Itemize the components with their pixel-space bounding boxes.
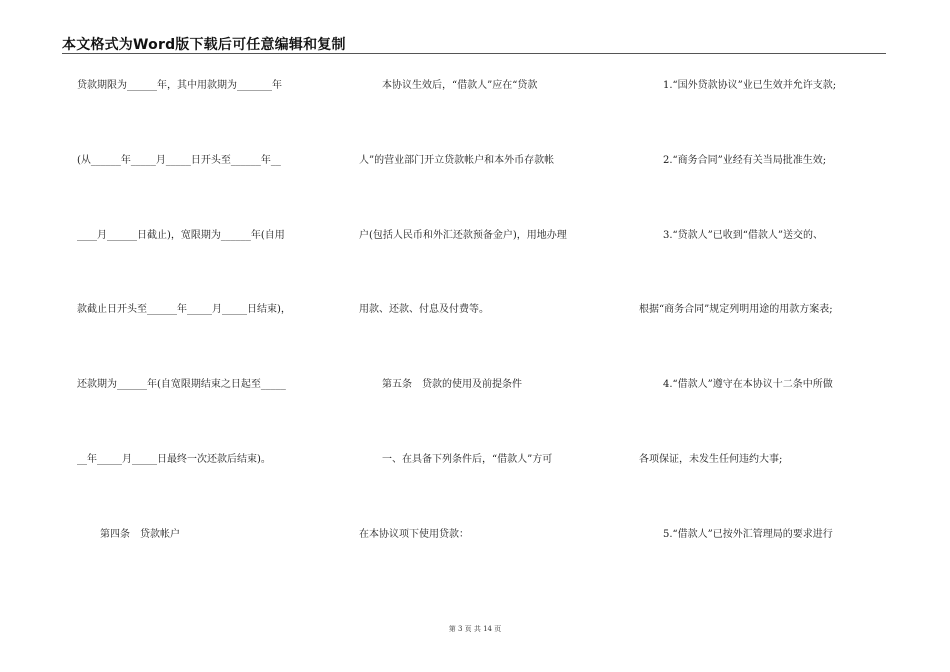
text-line: (从______年_____月_____日开头至______年__ — [77, 155, 281, 166]
text-line: 根据“商务合同”规定列明用途的用款方案表; — [639, 304, 833, 315]
text-line: __年_____月_____日最终一次还款后结束)。 — [77, 454, 271, 465]
text-line: 还款期为______年(自宽限期结束之日起至_____ — [77, 379, 286, 390]
text-line: 本协议生效后，“借款人”应在“贷款 — [382, 80, 538, 91]
text-line: 2.“商务合同”业经有关当局批准生效; — [663, 155, 827, 166]
text-line: 3.“贷款人”已收到“借款人”送交的、 — [663, 230, 823, 241]
text-line: 1.“国外贷款协议”业已生效并允许支款; — [663, 80, 837, 91]
text-line: 各项保证，未发生任何违约大事; — [639, 454, 783, 465]
text-line: 用款、还款、付息及付费等。 — [359, 304, 489, 315]
page-number-footer: 第 3 页 共 14 页 — [448, 625, 502, 633]
text-line: 贷款期限为______年，其中用款期为_______年 — [77, 80, 282, 91]
header-divider — [62, 53, 886, 54]
text-line: 款截止日开头至______年_____月_____日结束)， — [77, 304, 291, 315]
section-heading: 第五条 贷款的使用及前提条件 — [382, 379, 522, 390]
text-line: 在本协议项下使用贷款： — [359, 529, 469, 540]
text-line: 一、在具备下列条件后，“借款人”方可 — [382, 454, 553, 465]
document-header-title: 本文格式为Word版下载后可任意编辑和复制 — [62, 37, 346, 53]
text-line: 人”的营业部门开立贷款帐户和本外币存款帐 — [359, 155, 555, 166]
section-heading: 第四条 贷款帐户 — [100, 529, 180, 540]
text-line: 户(包括人民币和外汇还款预备金户)，用地办理 — [359, 230, 567, 241]
text-line: 5.“借款人”已按外汇管理局的要求进行 — [663, 529, 833, 540]
text-line: 4.“借款人”遵守在本协议十二条中所做 — [663, 379, 833, 390]
text-line: ____月______日截止)，宽限期为______年(自用 — [77, 230, 285, 241]
